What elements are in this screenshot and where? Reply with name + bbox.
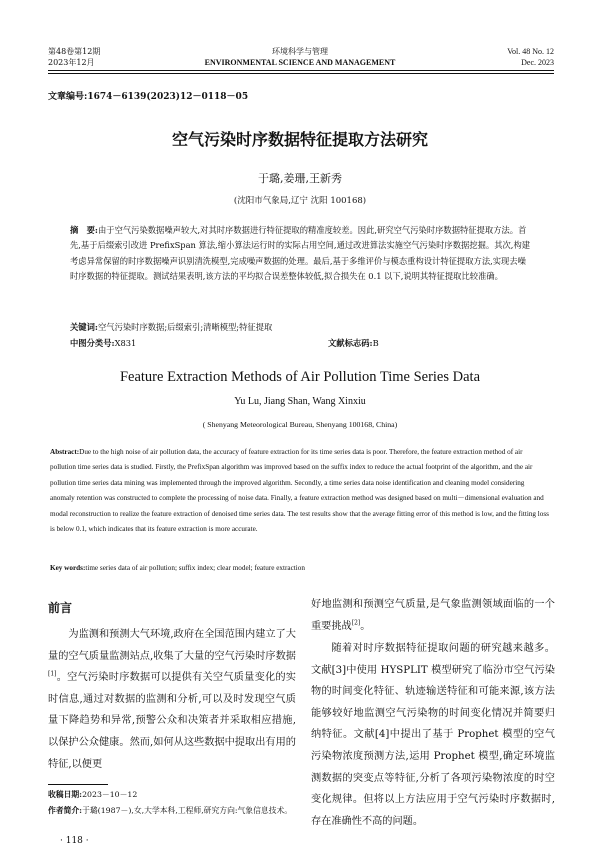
doc-code-cn-value: B — [372, 338, 379, 348]
header-rule-thin — [48, 73, 554, 74]
footnote-author-text: 于璐(1987－),女,大学本科,工程师,研究方向:气象信息技术。 — [82, 806, 293, 815]
keywords-cn — [70, 320, 532, 335]
footnote-rule — [48, 784, 108, 785]
abstract-cn — [70, 223, 532, 284]
right-p1-b: 。 — [360, 620, 371, 632]
header-date-en: Dec. 2023 — [521, 58, 554, 67]
right-col-paragraph-1 — [311, 594, 555, 637]
abstract-en-text: Due to the high noise of air pollution data, the accuracy of feature extraction for its time series data is poor. Therefore, the feature extraction method of air pollution time series data is studied. Firstly, the PrefixSpan algorithm was improved based on the suffix index to reduce the actual footprint of the algorithm, and the air pollution time series data mining was implemented through the improved algorithm. Secondly, a time series data noise identification and cleaning model considering anomaly retention was constructed to complete the processing of noise data. Finally, a feature extraction method was designed based on multi－dimensional evaluation and modal reconstruction to realize the feature extraction of denoised time series data. The test results show that the average fitting error of this method is low, and the fitting loss is below 0.1, which indicates that its feature extraction is more accurate. — [50, 448, 549, 534]
page-number: · 118 · — [60, 836, 89, 846]
affiliation-en: ( Shenyang Meteorological Bureau, Shenyang 100168, China) — [202, 420, 398, 429]
header-journal-cn: 环境科学与管理 — [272, 47, 328, 56]
right-col-paragraph-2: 随着对时序数据特征提取问题的研究越来越多。文献[3]中使用 HYSPLIT 模型研究了临汾市空气污染物的时间变化特征、轨迹输送特征和可能来源,该方法能够较好地监测空气污染物的时间变化情况并简要归纳特征。文献[4]中提出了基于 Prophet 模型的空气污染物浓度预测方法,运用 Prophet 模型,确定环境监测数据的突变点等特征,分析了各项污染物浓度的时空变化规律。但将以上方法应用于空气污染时序数据时,存在准确性不高的问题。 — [311, 643, 555, 827]
footnote-received-label: 收稿日期: — [48, 790, 83, 799]
keywords-cn-label: 关键词: — [70, 322, 98, 332]
header-rule — [48, 70, 554, 71]
keywords-en — [50, 561, 550, 576]
footnote-received-value: 2023－10－12 — [82, 790, 138, 799]
ref-1: [1] — [48, 670, 57, 678]
keywords-en-label: Key words: — [50, 564, 86, 572]
affiliation-cn: (沈阳市气象局,辽宁 沈阳 100168) — [233, 196, 367, 206]
abstract-cn-label: 摘 要: — [70, 225, 98, 235]
left-p1-b: 。空气污染时序数据可以提供有关空气质量变化的实时信息,通过对数据的监测和分析,可以及时发现空气质量下降趋势和异常,预警公众和决策者并采取相应措施,以保护公众健康。然而,如何从这些数据中提取出有用的特征,以便更 — [48, 672, 296, 770]
abstract-en — [50, 445, 550, 537]
right-p1-a: 好地监测和预测空气质量,是气象监测领域面临的一个重要挑战 — [311, 599, 555, 632]
keywords-en-text: time series data of air pollution; suffix index; clear model; feature extraction — [85, 564, 305, 572]
article-id: 文章编号:1674－6139(2023)12－0118－05 — [48, 92, 249, 102]
footnote-received — [48, 787, 300, 802]
clc-cn — [70, 336, 532, 351]
header-vol-issue-en: Vol. 48 No. 12 — [507, 47, 554, 56]
page-title-en: Feature Extraction Methods of Air Pollution Time Series Data — [119, 369, 481, 385]
authors-cn: 于璐,姜珊,王新秀 — [258, 172, 342, 185]
left-p1-a: 为监测和预测大气环境,政府在全国范围内建立了大量的空气质量监测站点,收集了大量的空气污染时序数据 — [48, 629, 296, 662]
abstract-cn-text: 由于空气污染数据噪声较大,对其时序数据进行特征提取的精准度较差。因此,研究空气污染时序数据特征提取方法。首先,基于后缀索引改进 PrefixSpan 算法,缩小算法运行时的实际占用空间,通过改进算法实施空气污染时序数据挖掘。其次,构建考虑异常保留的时序数据噪声识别清洗模型,完成噪声数据的处理。最后,基于多维评价与模态重构设计特征提取方法,实现去噪时序数据的特征提取。测试结果表明,该方法的平均拟合误差整体较低,拟合损失在 0.1 以下,说明其特征提取比较准确。 — [70, 225, 531, 281]
footnote-author-label: 作者简介: — [48, 806, 83, 815]
abstract-en-label: Abstract: — [50, 448, 80, 456]
section-heading-preface: 前言 — [48, 601, 73, 615]
header-date-cn: 2023年12月 — [48, 58, 95, 67]
left-col-paragraph — [48, 624, 296, 775]
clc-cn-label: 中图分类号: — [70, 338, 115, 348]
doc-code-cn — [328, 336, 379, 351]
doc-code-cn-label: 文献标志码: — [328, 338, 373, 348]
page-title-cn: 空气污染时序数据特征提取方法研究 — [171, 130, 428, 149]
ref-2: [2] — [351, 619, 361, 627]
authors-en: Yu Lu, Jiang Shan, Wang Xinxiu — [234, 396, 366, 407]
clc-cn-value: X831 — [114, 338, 137, 348]
header-journal-en: ENVIRONMENTAL SCIENCE AND MANAGEMENT — [204, 58, 396, 67]
header-vol-issue-cn: 第48卷第12期 — [48, 47, 101, 56]
footnote-author — [48, 803, 300, 818]
keywords-cn-text: 空气污染时序数据;后缀索引;清晰模型;特征提取 — [97, 322, 273, 332]
